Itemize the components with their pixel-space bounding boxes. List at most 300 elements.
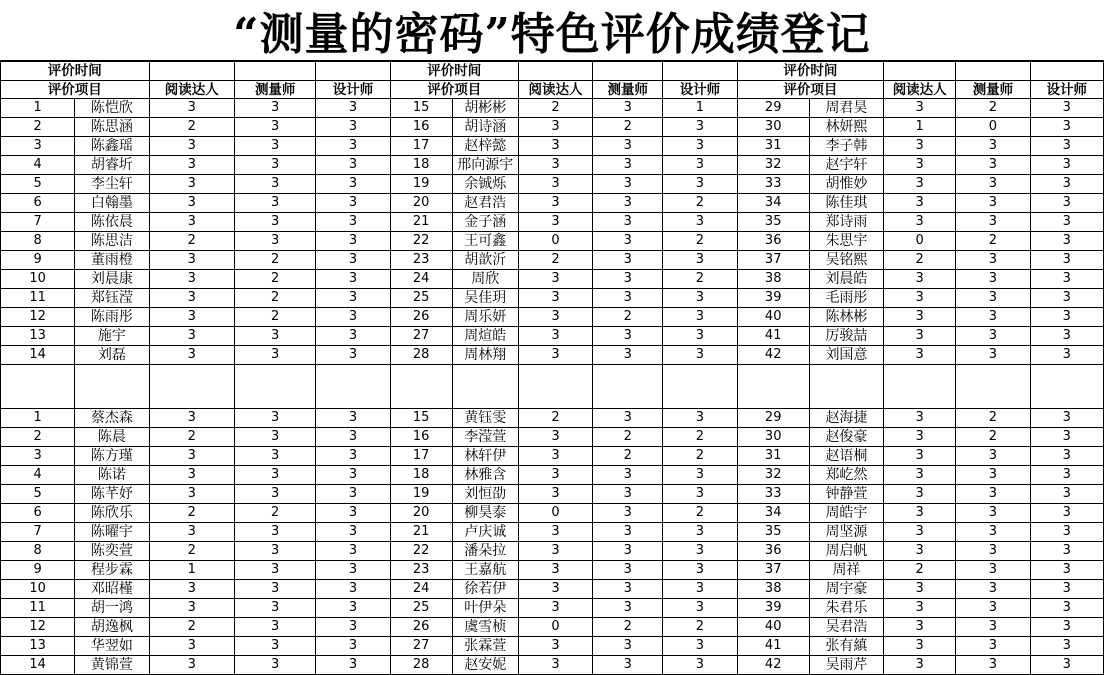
- score-cell: 3: [235, 175, 316, 194]
- score-cell: 3: [316, 99, 390, 118]
- student-name: 吴佳玥: [452, 289, 518, 308]
- table-row: [1, 137, 1104, 156]
- score-cell: 3: [884, 409, 956, 428]
- score-cell: 3: [316, 504, 390, 523]
- student-name: 陈林彬: [809, 308, 883, 327]
- score-cell: 3: [235, 561, 316, 580]
- score-cell: 3: [316, 428, 390, 447]
- student-number: 11: [1, 599, 75, 618]
- score-cell: 3: [593, 599, 663, 618]
- score-cell: 3: [1030, 656, 1103, 675]
- score-cell: 3: [149, 599, 234, 618]
- score-cell: 1: [663, 99, 737, 118]
- score-cell: 3: [316, 175, 390, 194]
- score-cell: 3: [235, 447, 316, 466]
- table-row: [1, 99, 1104, 118]
- score-cell: 3: [663, 289, 737, 308]
- student-name: 赵海捷: [809, 409, 883, 428]
- student-name: 陈思涵: [75, 118, 149, 137]
- student-name: 蔡杰森: [75, 409, 149, 428]
- score-cell: 3: [956, 346, 1030, 365]
- score-cell: 3: [593, 137, 663, 156]
- student-name: 白翰墨: [75, 194, 149, 213]
- score-cell: 3: [956, 156, 1030, 175]
- score-cell: 2: [593, 618, 663, 637]
- score-cell: 3: [1030, 175, 1103, 194]
- table-row: [1, 308, 1104, 327]
- score-cell: 2: [956, 232, 1030, 251]
- table-row: [1, 561, 1104, 580]
- score-cell: 3: [235, 409, 316, 428]
- student-name: 钟静萱: [809, 485, 883, 504]
- score-cell: 3: [593, 213, 663, 232]
- header-time-label: 评价时间: [390, 62, 518, 81]
- table-row: [1, 194, 1104, 213]
- score-cell: 3: [884, 428, 956, 447]
- score-cell: 3: [884, 289, 956, 308]
- score-cell: 3: [518, 561, 592, 580]
- student-name: 胡诗涵: [452, 118, 518, 137]
- score-cell: 3: [884, 327, 956, 346]
- student-number: 15: [390, 409, 452, 428]
- column-header: 设计师: [316, 81, 390, 99]
- score-cell: 3: [593, 504, 663, 523]
- student-number: 24: [390, 270, 452, 289]
- student-number: 15: [390, 99, 452, 118]
- score-cell: 3: [235, 656, 316, 675]
- score-cell: 3: [956, 327, 1030, 346]
- student-name: 吴雨芹: [809, 656, 883, 675]
- student-number: 39: [737, 599, 809, 618]
- score-cell: 1: [884, 118, 956, 137]
- score-cell: 3: [1030, 637, 1103, 656]
- student-number: 31: [737, 137, 809, 156]
- score-cell: 3: [593, 251, 663, 270]
- score-cell: 3: [316, 251, 390, 270]
- student-name: 华翌如: [75, 637, 149, 656]
- header-blank-cell: [149, 62, 234, 81]
- student-name: 吴铭熙: [809, 251, 883, 270]
- student-number: 3: [1, 137, 75, 156]
- student-number: 8: [1, 542, 75, 561]
- table-row: [1, 409, 1104, 428]
- student-name: 陈诺: [75, 466, 149, 485]
- student-number: 27: [390, 637, 452, 656]
- score-cell: 3: [884, 270, 956, 289]
- table-row: [1, 599, 1104, 618]
- student-name: 毛雨彤: [809, 289, 883, 308]
- student-number: 28: [390, 346, 452, 365]
- score-cell: 3: [663, 656, 737, 675]
- student-name: 胡睿圻: [75, 156, 149, 175]
- score-cell: 2: [235, 251, 316, 270]
- student-name: 陈晨: [75, 428, 149, 447]
- score-cell: 3: [149, 213, 234, 232]
- score-cell: 3: [316, 308, 390, 327]
- table-row: [1, 637, 1104, 656]
- student-name: 陈芊妤: [75, 485, 149, 504]
- score-cell: 3: [1030, 542, 1103, 561]
- student-name: 虞雪桢: [452, 618, 518, 637]
- student-name: 陈曜宇: [75, 523, 149, 542]
- column-header: 阅读达人: [884, 81, 956, 99]
- score-cell: 3: [956, 308, 1030, 327]
- score-cell: 3: [1030, 251, 1103, 270]
- table-row: [1, 656, 1104, 675]
- score-cell: 3: [518, 580, 592, 599]
- gap-cell: [663, 365, 737, 409]
- score-cell: 3: [593, 175, 663, 194]
- student-name: 金子涵: [452, 213, 518, 232]
- score-cell: 3: [956, 637, 1030, 656]
- score-cell: 3: [1030, 118, 1103, 137]
- header-item-label: 评价项目: [1, 81, 150, 99]
- score-cell: 2: [956, 409, 1030, 428]
- student-name: 厉骏喆: [809, 327, 883, 346]
- score-cell: 0: [518, 618, 592, 637]
- student-name: 赵梓懿: [452, 137, 518, 156]
- gap-cell: [884, 365, 956, 409]
- column-header: 设计师: [1030, 81, 1103, 99]
- score-cell: 3: [593, 289, 663, 308]
- score-cell: 3: [884, 656, 956, 675]
- column-header: 测量师: [235, 81, 316, 99]
- table-row: [1, 289, 1104, 308]
- score-cell: 3: [663, 118, 737, 137]
- score-cell: 3: [663, 175, 737, 194]
- score-cell: 2: [593, 308, 663, 327]
- score-cell: 3: [316, 194, 390, 213]
- header-blank-cell: [235, 62, 316, 81]
- student-number: 39: [737, 289, 809, 308]
- score-cell: 3: [593, 232, 663, 251]
- table-row: [1, 618, 1104, 637]
- student-name: 黄钰雯: [452, 409, 518, 428]
- student-name: 胡逸枫: [75, 618, 149, 637]
- score-cell: 3: [518, 637, 592, 656]
- student-number: 19: [390, 175, 452, 194]
- student-name: 陈雨彤: [75, 308, 149, 327]
- score-cell: 3: [593, 466, 663, 485]
- student-number: 6: [1, 504, 75, 523]
- student-number: 18: [390, 466, 452, 485]
- student-name: 林雅含: [452, 466, 518, 485]
- student-number: 25: [390, 599, 452, 618]
- score-cell: 3: [235, 194, 316, 213]
- student-number: 34: [737, 504, 809, 523]
- score-cell: 2: [593, 447, 663, 466]
- student-number: 17: [390, 447, 452, 466]
- score-cell: 3: [316, 523, 390, 542]
- score-cell: 3: [149, 99, 234, 118]
- score-cell: 3: [663, 251, 737, 270]
- student-number: 24: [390, 580, 452, 599]
- score-cell: 3: [663, 409, 737, 428]
- score-cell: 3: [884, 523, 956, 542]
- score-cell: 2: [663, 270, 737, 289]
- score-cell: 3: [884, 447, 956, 466]
- student-number: 13: [1, 637, 75, 656]
- score-cell: 3: [235, 99, 316, 118]
- score-cell: 3: [663, 580, 737, 599]
- gap-cell: [390, 365, 452, 409]
- score-cell: 3: [663, 346, 737, 365]
- student-name: 柳昊泰: [452, 504, 518, 523]
- score-cell: 3: [235, 466, 316, 485]
- score-cell: 3: [1030, 99, 1103, 118]
- score-cell: 3: [663, 137, 737, 156]
- student-name: 周煊皓: [452, 327, 518, 346]
- score-cell: 3: [593, 156, 663, 175]
- score-cell: 3: [518, 194, 592, 213]
- score-cell: 3: [884, 580, 956, 599]
- score-cell: 3: [235, 428, 316, 447]
- student-number: 42: [737, 656, 809, 675]
- student-number: 22: [390, 232, 452, 251]
- table-row: [1, 466, 1104, 485]
- student-number: 20: [390, 504, 452, 523]
- score-cell: 3: [149, 485, 234, 504]
- student-name: 周乐妍: [452, 308, 518, 327]
- student-number: 12: [1, 618, 75, 637]
- student-name: 徐若伊: [452, 580, 518, 599]
- student-number: 32: [737, 466, 809, 485]
- student-number: 6: [1, 194, 75, 213]
- student-number: 23: [390, 561, 452, 580]
- student-name: 林轩伊: [452, 447, 518, 466]
- student-name: 陈依晨: [75, 213, 149, 232]
- student-name: 赵语桐: [809, 447, 883, 466]
- score-cell: 3: [235, 618, 316, 637]
- student-name: 陈恺欣: [75, 99, 149, 118]
- score-cell: 3: [316, 542, 390, 561]
- student-name: 陈欣乐: [75, 504, 149, 523]
- student-number: 16: [390, 118, 452, 137]
- score-cell: 2: [593, 428, 663, 447]
- student-number: 9: [1, 251, 75, 270]
- score-cell: 0: [884, 232, 956, 251]
- score-cell: 3: [663, 466, 737, 485]
- score-cell: 3: [316, 327, 390, 346]
- table-row: [1, 485, 1104, 504]
- student-number: 10: [1, 270, 75, 289]
- score-cell: 3: [884, 637, 956, 656]
- student-name: 李滢萱: [452, 428, 518, 447]
- score-cell: 2: [149, 504, 234, 523]
- score-cell: 3: [663, 637, 737, 656]
- gap-cell: [1, 365, 75, 409]
- score-cell: 3: [235, 118, 316, 137]
- gap-cell: [809, 365, 883, 409]
- student-number: 2: [1, 428, 75, 447]
- student-number: 29: [737, 99, 809, 118]
- student-name: 陈鑫瑶: [75, 137, 149, 156]
- score-cell: 2: [663, 618, 737, 637]
- score-cell: 3: [956, 618, 1030, 637]
- score-cell: 3: [149, 270, 234, 289]
- score-cell: 3: [1030, 599, 1103, 618]
- score-cell: 3: [316, 599, 390, 618]
- score-cell: 3: [149, 175, 234, 194]
- student-name: 潘朵拉: [452, 542, 518, 561]
- student-number: 38: [737, 580, 809, 599]
- student-name: 郑诗雨: [809, 213, 883, 232]
- score-cell: 3: [149, 156, 234, 175]
- score-cell: 3: [956, 580, 1030, 599]
- score-cell: 3: [149, 137, 234, 156]
- student-name: 胡一鸿: [75, 599, 149, 618]
- score-cell: 2: [518, 251, 592, 270]
- student-name: 周林翔: [452, 346, 518, 365]
- score-cell: 3: [1030, 289, 1103, 308]
- score-cell: 3: [956, 270, 1030, 289]
- student-name: 张霖萱: [452, 637, 518, 656]
- score-cell: 3: [1030, 580, 1103, 599]
- score-cell: 3: [235, 599, 316, 618]
- table-row: [1, 156, 1104, 175]
- student-number: 12: [1, 308, 75, 327]
- score-cell: 3: [235, 232, 316, 251]
- score-cell: 3: [1030, 346, 1103, 365]
- student-name: 李子韩: [809, 137, 883, 156]
- student-number: 34: [737, 194, 809, 213]
- score-cell: 3: [1030, 156, 1103, 175]
- score-cell: 2: [235, 270, 316, 289]
- score-cell: 2: [235, 504, 316, 523]
- student-number: 3: [1, 447, 75, 466]
- score-cell: 3: [593, 656, 663, 675]
- column-header: 测量师: [956, 81, 1030, 99]
- score-cell: 2: [663, 428, 737, 447]
- student-number: 21: [390, 213, 452, 232]
- score-cell: 3: [884, 346, 956, 365]
- score-cell: 3: [235, 523, 316, 542]
- score-cell: 3: [593, 561, 663, 580]
- score-cell: 3: [884, 618, 956, 637]
- student-name: 陈方瑾: [75, 447, 149, 466]
- score-cell: 3: [235, 485, 316, 504]
- student-name: 郑钰滢: [75, 289, 149, 308]
- score-cell: 2: [884, 561, 956, 580]
- table-row: [1, 232, 1104, 251]
- score-cell: 3: [1030, 327, 1103, 346]
- score-cell: 3: [593, 637, 663, 656]
- score-cell: 2: [235, 289, 316, 308]
- header-time-label: 评价时间: [1, 62, 150, 81]
- score-cell: 3: [518, 270, 592, 289]
- score-cell: 2: [149, 618, 234, 637]
- student-name: 周启帆: [809, 542, 883, 561]
- sheet-title: “测量的密码”特色评价成绩登记: [0, 0, 1104, 61]
- score-cell: 3: [593, 485, 663, 504]
- student-number: 5: [1, 175, 75, 194]
- score-cell: 3: [956, 251, 1030, 270]
- score-cell: 3: [316, 561, 390, 580]
- student-number: 9: [1, 561, 75, 580]
- score-cell: 3: [235, 213, 316, 232]
- score-cell: 2: [663, 194, 737, 213]
- column-header: 设计师: [663, 81, 737, 99]
- student-number: 40: [737, 618, 809, 637]
- score-cell: 3: [518, 466, 592, 485]
- score-cell: 3: [663, 599, 737, 618]
- score-cell: 3: [1030, 213, 1103, 232]
- student-number: 41: [737, 637, 809, 656]
- score-cell: 3: [235, 542, 316, 561]
- score-cell: 2: [235, 308, 316, 327]
- student-name: 周欣: [452, 270, 518, 289]
- student-name: 吴君浩: [809, 618, 883, 637]
- score-cell: 3: [316, 580, 390, 599]
- score-cell: 3: [956, 542, 1030, 561]
- student-name: 周坚源: [809, 523, 883, 542]
- score-cell: 3: [316, 466, 390, 485]
- score-cell: 3: [663, 308, 737, 327]
- student-name: 刘磊: [75, 346, 149, 365]
- student-name: 施宇: [75, 327, 149, 346]
- student-number: 2: [1, 118, 75, 137]
- student-name: 陈思洁: [75, 232, 149, 251]
- score-cell: 2: [518, 409, 592, 428]
- header-row-items: [1, 81, 1104, 99]
- table-row: [1, 523, 1104, 542]
- table-row: [1, 580, 1104, 599]
- student-number: 33: [737, 485, 809, 504]
- score-cell: 3: [316, 637, 390, 656]
- student-number: 29: [737, 409, 809, 428]
- student-name: 张有縝: [809, 637, 883, 656]
- student-name: 赵君浩: [452, 194, 518, 213]
- score-cell: 3: [956, 175, 1030, 194]
- table-row: [1, 251, 1104, 270]
- header-blank-cell: [593, 62, 663, 81]
- student-name: 林妍熙: [809, 118, 883, 137]
- score-cell: 3: [149, 308, 234, 327]
- score-cell: 3: [149, 656, 234, 675]
- student-name: 余铖烁: [452, 175, 518, 194]
- student-name: 赵俊豪: [809, 428, 883, 447]
- table-row: [1, 118, 1104, 137]
- student-name: 程步霖: [75, 561, 149, 580]
- student-number: 17: [390, 137, 452, 156]
- score-cell: 3: [1030, 618, 1103, 637]
- score-cell: 3: [1030, 194, 1103, 213]
- student-number: 4: [1, 156, 75, 175]
- student-number: 25: [390, 289, 452, 308]
- score-cell: 2: [663, 447, 737, 466]
- student-number: 1: [1, 409, 75, 428]
- score-cell: 3: [663, 561, 737, 580]
- score-cell: 3: [518, 308, 592, 327]
- score-cell: 3: [884, 137, 956, 156]
- table-row: [1, 175, 1104, 194]
- section-gap: [1, 365, 1104, 409]
- score-cell: 0: [518, 232, 592, 251]
- score-cell: 3: [593, 542, 663, 561]
- score-cell: 2: [593, 118, 663, 137]
- student-number: 26: [390, 618, 452, 637]
- student-name: 邢向源宇: [452, 156, 518, 175]
- student-name: 周君昊: [809, 99, 883, 118]
- score-cell: 0: [956, 118, 1030, 137]
- column-header: 阅读达人: [149, 81, 234, 99]
- score-cell: 3: [884, 99, 956, 118]
- score-cell: 2: [149, 428, 234, 447]
- student-number: 7: [1, 523, 75, 542]
- header-blank-cell: [518, 62, 592, 81]
- header-blank-cell: [956, 62, 1030, 81]
- score-cell: 3: [956, 656, 1030, 675]
